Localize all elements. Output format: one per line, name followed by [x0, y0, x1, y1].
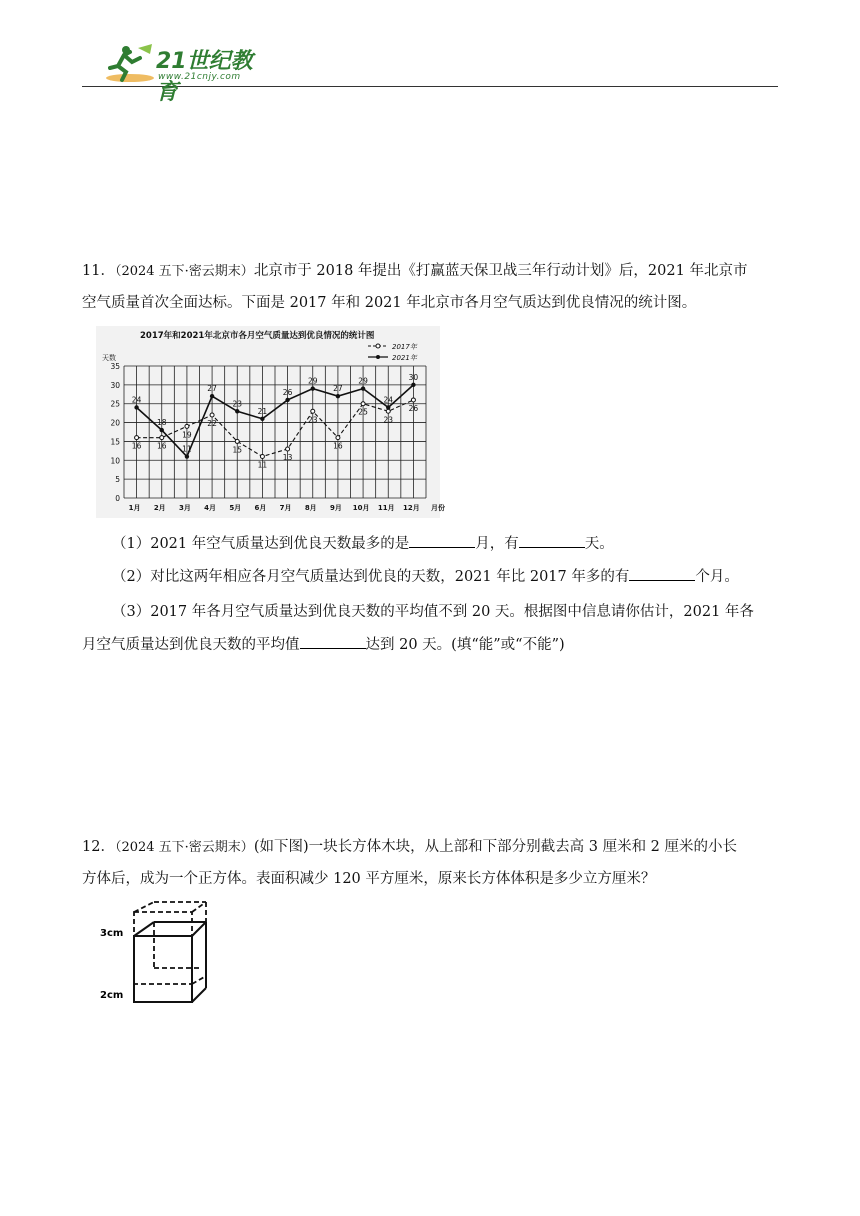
data-label-2021: 30	[408, 372, 419, 382]
data-point-2021	[210, 394, 214, 398]
q11-sub1-c: 天。	[584, 536, 614, 552]
chart-title: 2017年和2021年北京市各月空气质量达到优良情况的统计图	[140, 331, 375, 341]
cuboid-diagram	[98, 898, 238, 1008]
y-tick-label: 35	[110, 362, 120, 371]
y-tick-label: 10	[110, 456, 120, 466]
runner-icon	[104, 42, 156, 84]
data-point-2017	[160, 436, 164, 440]
data-point-2017	[336, 436, 340, 440]
x-tick-label: 3月	[178, 504, 191, 512]
x-tick-label: 1月	[128, 504, 141, 512]
logo-text: 21世纪教育	[156, 49, 253, 105]
data-point-2017	[135, 436, 139, 440]
chart-container	[96, 326, 445, 518]
x-tick-label: 11月	[377, 504, 395, 512]
data-point-2017	[210, 413, 214, 417]
line-chart	[96, 326, 445, 518]
page-header	[82, 40, 778, 105]
data-label-2021: 23	[232, 399, 243, 409]
data-label-2021: 27	[333, 384, 343, 394]
data-point-2021	[361, 386, 365, 390]
data-label-2021: 24	[131, 395, 142, 405]
data-label-2021: 21	[257, 406, 268, 416]
answer-blank-2[interactable]	[519, 532, 585, 548]
data-point-2017	[411, 398, 415, 402]
data-label-2017: 22	[207, 419, 217, 429]
q11-sub3-b: 达到 20 天。(填“能”或“不能”)	[365, 637, 565, 653]
data-point-2017	[286, 447, 290, 451]
x-tick-label: 4月	[204, 504, 217, 512]
data-label-2021: 29	[358, 376, 368, 386]
y-tick-label: 20	[110, 418, 120, 428]
data-label-2017: 26	[408, 403, 419, 413]
data-point-2017	[361, 402, 365, 406]
y-tick-label: 15	[110, 437, 120, 447]
data-point-2021	[160, 428, 164, 432]
data-point-2021	[185, 454, 189, 458]
logo-url: www.21cnjy.com	[158, 72, 241, 82]
logo	[104, 42, 274, 105]
q11-sub1	[82, 529, 782, 560]
q12-text-line2: 方体后，成为一个正方体。表面积减少 120 平方厘米，原来长方体体积是多少立方厘米？	[82, 871, 656, 887]
q11-sub1-a: （1）2021 年空气质量达到优良天数最多的是	[112, 536, 410, 552]
legend-marker-2017	[376, 344, 380, 348]
data-label-2017: 23	[383, 415, 394, 425]
data-point-2021	[311, 386, 315, 390]
data-label-2021: 18	[156, 418, 167, 428]
legend-label-2017: 2017年	[392, 343, 417, 351]
q11-stem-1: 北京市于 2018 年提出《打赢蓝天保卫战三年行动计划》后，2021 年北京市	[253, 263, 748, 279]
data-label-2017: 25	[358, 407, 368, 417]
x-tick-label: 8月	[304, 504, 317, 512]
y-tick-label: 5	[115, 475, 120, 485]
data-point-2021	[411, 383, 415, 387]
answer-blank-1[interactable]	[409, 532, 475, 548]
legend-label-2021: 2021年	[392, 354, 417, 362]
data-label-2021: 27	[207, 384, 217, 394]
answer-blank-4[interactable]	[300, 633, 366, 649]
q11-sub2-b: 个月。	[695, 569, 739, 585]
data-point-2017	[235, 439, 239, 443]
y-axis-label: 天数	[102, 354, 116, 362]
q11-sub3-line2	[82, 630, 782, 661]
x-tick-label: 6月	[254, 504, 267, 512]
x-tick-label: 12月	[403, 504, 420, 512]
q12-text-line1	[82, 832, 782, 863]
answer-blank-3[interactable]	[629, 565, 695, 581]
q11-source: （2024 五下·密云期末）	[114, 264, 254, 279]
data-label-2017: 15	[232, 445, 243, 455]
data-label-2017: 23	[307, 415, 318, 425]
data-label-2017: 16	[156, 441, 167, 451]
data-point-2017	[185, 424, 189, 428]
data-label-2017: 16	[333, 441, 343, 451]
data-label-2017: 11	[257, 460, 268, 470]
x-tick-label: 9月	[329, 504, 342, 512]
label-2cm: 2cm	[100, 990, 124, 1001]
data-label-2017: 16	[131, 441, 142, 451]
data-point-2021	[134, 405, 138, 409]
q11-sub2	[82, 562, 782, 593]
y-tick-label: 0	[115, 494, 120, 503]
y-tick-label: 25	[110, 399, 120, 409]
data-label-2021: 29	[307, 376, 318, 386]
q12-source: （2024 五下·密云期末）	[114, 840, 254, 855]
label-3cm: 3cm	[100, 928, 124, 939]
y-tick-label: 30	[110, 380, 120, 390]
legend-marker-2021	[376, 355, 380, 359]
q11-number: 11．	[82, 263, 115, 279]
q11-sub3-line1: （3）2017 年各月空气质量达到优良天数的平均值不到 20 天。根据图中信息请你估计，2021 年各	[112, 604, 754, 620]
q11-sub3-a: 月空气质量达到优良天数的平均值	[82, 637, 300, 653]
data-label-2021: 24	[383, 395, 394, 405]
q12-stem-1: (如下图)一块长方体木块，从上部和下部分别截去高 3 厘米和 2 厘米的小长	[253, 839, 738, 855]
data-point-2021	[235, 409, 239, 413]
x-axis-label: 月份	[431, 504, 445, 512]
q12-number: 12．	[82, 839, 115, 855]
x-tick-label: 2月	[153, 504, 166, 512]
q11-sub1-b: 月，有	[475, 536, 519, 552]
x-tick-label: 10月	[352, 504, 370, 512]
data-label-2021: 26	[282, 387, 293, 397]
data-point-2021	[336, 394, 340, 398]
data-label-2021: 11	[182, 444, 192, 454]
data-point-2017	[311, 409, 315, 413]
x-tick-label: 5月	[229, 504, 242, 512]
q11-text-line2: 空气质量首次全面达标。下面是 2017 年和 2021 年北京市各月空气质达到优良情况的统计图。	[82, 295, 697, 311]
data-point-2021	[285, 398, 289, 402]
x-tick-label: 7月	[279, 504, 292, 512]
data-label-2017: 19	[182, 430, 192, 440]
data-point-2017	[260, 455, 264, 459]
q11-sub2-a: （2）对比这两年相应各月空气质量达到优良的天数，2021 年比 2017 年多的有	[112, 569, 630, 585]
cuboid-figure	[98, 898, 238, 1008]
data-label-2017: 13	[282, 452, 293, 462]
data-point-2017	[386, 409, 390, 413]
data-point-2021	[260, 417, 264, 421]
q11-text-line1	[82, 256, 782, 287]
data-point-2021	[386, 405, 390, 409]
